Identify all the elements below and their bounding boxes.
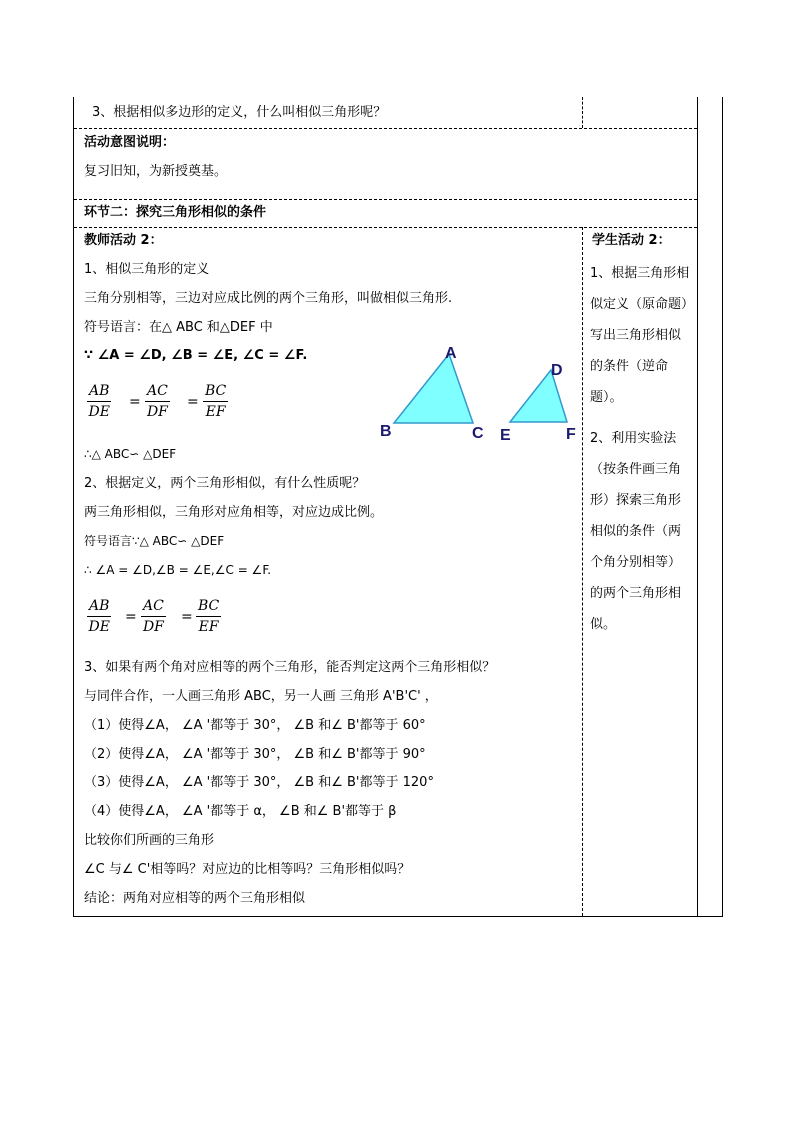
ratio2-bc-ef — [196, 598, 221, 636]
vertex-label-c: C — [472, 425, 484, 442]
vertex-label-b: B — [380, 423, 392, 440]
ratio1-num3: BC — [203, 383, 228, 402]
row1-col-divider — [582, 97, 583, 128]
student-line: 的两个三角形相 — [590, 586, 682, 601]
triangle-abc — [394, 354, 473, 423]
activity-col-divider — [582, 227, 583, 916]
ratio2-den2: DF — [142, 619, 164, 635]
ratio2-num2: AC — [141, 598, 166, 617]
definition-because-line: ∵ ∠A = ∠D, ∠B = ∠E, ∠C = ∠F. — [84, 348, 308, 363]
criterion-question: 3、如果有两个角对应相等的两个三角形，能否判定这两个三角形相似？ — [84, 660, 496, 675]
ratio2-ac-df — [141, 598, 166, 636]
ratio2-den3: EF — [198, 619, 219, 635]
student-line: 似。 — [590, 617, 617, 632]
intent-text: 复习旧知，为新授奠基。 — [84, 164, 228, 179]
ratio1-num1: AB — [87, 383, 111, 402]
property-therefore-line: ∴ ∠A = ∠D,∠B = ∠E,∠C = ∠F. — [84, 563, 272, 577]
ratio1-ac-df — [145, 383, 170, 421]
student-line: 写出三角形相似 — [590, 328, 682, 343]
table-bottom-border — [73, 916, 723, 917]
table-inner-border — [697, 97, 698, 917]
pair-drawing-task: 与同伴合作，一人画三角形 ABC，另一人画 三角形 A'B'C' ， — [84, 689, 438, 704]
section2-bottom-divider — [74, 227, 697, 228]
definition-title: 1、相似三角形的定义 — [84, 262, 210, 277]
student-line: 相似的条件（两 — [590, 524, 682, 539]
condition-item-4: （4）使得∠A， ∠A '都等于 α， ∠B 和∠ B'都等于 β — [84, 804, 397, 819]
conclusion-text: 结论：两角对应相等的两个三角形相似 — [84, 891, 306, 906]
ratio2-ab-de — [87, 598, 111, 636]
student-line: 2、利用实验法 — [590, 431, 677, 446]
vertex-label-d: D — [551, 362, 563, 379]
property-symbol-language: 符号语言∵△ ABC∽ △DEF — [84, 534, 225, 548]
ratio2-num3: BC — [196, 598, 221, 617]
student-line: 1、根据三角形相 — [590, 266, 690, 281]
ratio1-den3: EF — [205, 404, 226, 420]
section2-heading: 环节二：探究三角形相似的条件 — [84, 205, 267, 220]
vertex-label-e: E — [500, 427, 511, 444]
ratio1-bc-ef — [203, 383, 228, 421]
student-line: 题）。 — [590, 390, 623, 405]
definition-therefore-line: ∴△ ABC∽ △DEF — [84, 447, 177, 461]
student-line: 的条件（逆命 — [590, 359, 669, 374]
ratio1-eq1: = — [129, 394, 141, 410]
ratio1-ab-de — [87, 383, 111, 421]
student-line: 似定义（原命题） — [590, 297, 695, 312]
condition-item-2: （2）使得∠A， ∠A '都等于 30°， ∠B 和∠ B'都等于 90° — [84, 747, 426, 762]
vertex-label-f: F — [566, 426, 576, 443]
similar-triangles-figure — [375, 340, 585, 445]
ratio2-den1: DE — [88, 619, 110, 635]
definition-symbol-language: 符号语言：在△ ABC 和△DEF 中 — [84, 320, 273, 335]
intent-bottom-divider — [74, 199, 697, 200]
table-left-border — [73, 97, 74, 917]
property-title: 2、根据定义，两个三角形相似，有什么性质呢？ — [84, 476, 366, 491]
ratio2-eq1: = — [125, 609, 137, 625]
ratio2-eq2: = — [181, 609, 193, 625]
teacher-heading: 教师活动 2： — [84, 233, 163, 248]
ratio1-eq2: = — [187, 394, 199, 410]
table-right-border — [722, 97, 723, 917]
condition-item-1: （1）使得∠A， ∠A '都等于 30°， ∠B 和∠ B'都等于 60° — [84, 718, 426, 733]
student-activity-text — [590, 258, 694, 640]
compare-instruction: 比较你们所画的三角形 — [84, 833, 215, 848]
vertex-label-a: A — [445, 345, 457, 362]
student-line: （按条件画三角 — [590, 462, 682, 477]
ratio1-den1: DE — [88, 404, 110, 420]
ratio1-den2: DF — [146, 404, 168, 420]
student-line: 形）探索三角形 — [590, 493, 682, 508]
intent-heading: 活动意图说明： — [84, 135, 176, 150]
property-text: 两三角形相似，三角形对应角相等，对应边成比例。 — [84, 505, 384, 520]
definition-text: 三角分别相等，三边对应成比例的两个三角形，叫做相似三角形. — [84, 291, 453, 306]
condition-item-3: （3）使得∠A， ∠A '都等于 30°， ∠B 和∠ B'都等于 120° — [84, 775, 434, 790]
compare-questions: ∠C 与∠ C'相等吗？对应边的比相等吗？三角形相似吗？ — [84, 862, 411, 877]
question-3-text: 3、根据相似多边形的定义，什么叫相似三角形呢？ — [92, 105, 387, 120]
student-heading: 学生活动 2： — [592, 233, 671, 248]
student-line: 个角分别相等） — [590, 555, 682, 570]
ratio2-num1: AB — [87, 598, 111, 617]
ratio1-num2: AC — [145, 383, 170, 402]
row1-bottom-divider — [74, 128, 697, 129]
